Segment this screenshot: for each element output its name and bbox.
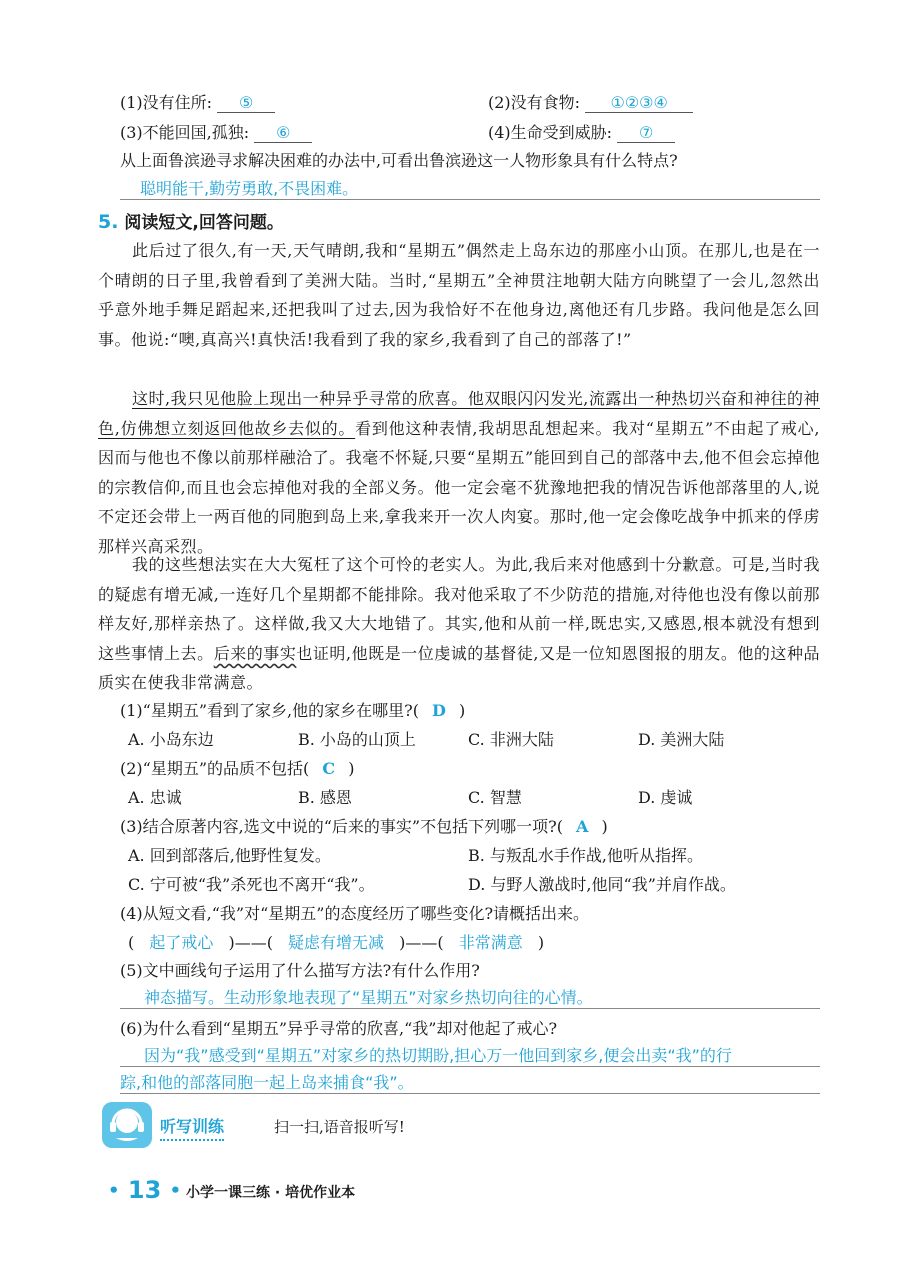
q-1-text: (1)“星期五”看到了家乡,他的家乡在哪里?( bbox=[120, 701, 419, 720]
q4-label: (4)生命受到威胁: bbox=[488, 123, 613, 142]
question-4: (4)从短文看,“我”对“星期五”的态度经历了哪些变化?请概括出来。 bbox=[120, 904, 590, 923]
q2-answer: ①②③④ bbox=[585, 93, 693, 113]
q3-answer: ⑥ bbox=[254, 123, 312, 143]
q2-option-d: D. 虔诚 bbox=[638, 788, 693, 807]
question-5: (5)文中画线句子运用了什么描写方法?有什么作用? bbox=[120, 961, 480, 980]
q1-answer: ⑤ bbox=[217, 93, 275, 113]
q2-label: (2)没有食物: bbox=[488, 93, 581, 112]
top-answer: 聪明能干,勤劳勇敢,不畏困难。 bbox=[120, 176, 820, 200]
q3-option-d: D. 与野人激战时,他同“我”并肩作战。 bbox=[468, 875, 736, 894]
section-title bbox=[98, 208, 284, 233]
listen-title: 听写训练 bbox=[160, 1114, 224, 1141]
question-2 bbox=[120, 756, 354, 779]
passage-p3-text-a: 我的这些想法实在大大冤枉了这个可怜的老实人。为此,我后来对他感到十分歉意。可是,当时我的疑虑有增无减,一连好几个星期都不能排除。我对他采取了不少防范的措施,对待他也没有像以前那样友好,那样亲热了。这样做,我又大大地错了。其实,他和从前一样,既忠实,又感恩,根本就没有想到这些事情上去。 bbox=[98, 555, 820, 663]
q6-answer-line-1: 因为“我”感受到“星期五”对家乡的热切期盼,担心万一他回到家乡,便会出卖“我”的行 bbox=[120, 1043, 820, 1067]
q3-option-c: C. 宁可被“我”杀死也不离开“我”。 bbox=[128, 875, 375, 894]
q6-answer-line-2: 踪,和他的部落同胞一起上岛来捕食“我”。 bbox=[120, 1070, 820, 1094]
question-3 bbox=[120, 814, 608, 837]
q-1-answer: D bbox=[432, 701, 446, 720]
q1-option-b: B. 小岛的山顶上 bbox=[298, 730, 416, 749]
q3-row bbox=[120, 120, 312, 143]
dot-left-icon: • bbox=[108, 1180, 120, 1202]
top-question: 从上面鲁滨逊寻求解决困难的办法中,可看出鲁滨逊这一人物形象具有什么特点? bbox=[120, 151, 678, 170]
passage-paragraph-2 bbox=[98, 384, 820, 562]
question-1 bbox=[120, 698, 465, 721]
passage-paragraph-3 bbox=[98, 550, 820, 698]
q-3-text: (3)结合原著内容,选文中说的“后来的事实”不包括下列哪一项?( bbox=[120, 817, 563, 836]
q4-answer: ⑦ bbox=[617, 123, 675, 143]
listen-subtitle: 扫一扫,语音报听写! bbox=[274, 1118, 405, 1136]
headphone-icon bbox=[102, 1102, 152, 1148]
q2-option-c: C. 智慧 bbox=[468, 788, 522, 807]
q3-label: (3)不能回国,孤独: bbox=[120, 123, 250, 142]
q3-option-b: B. 与叛乱水手作战,他听从指挥。 bbox=[468, 846, 704, 865]
q4-sep-1: )——( bbox=[228, 933, 273, 952]
dot-right-icon: • bbox=[169, 1180, 182, 1202]
underlined-sentence: 这时,我只见他脸上现出一种异乎寻常的欣喜。他双眼闪闪发光,流露出一种热切兴奋和神往的神色,仿佛想立刻返回他故乡去似的。 bbox=[98, 389, 820, 438]
question-6: (6)为什么看到“星期五”异乎寻常的欣喜,“我”却对他起了戒心? bbox=[120, 1019, 558, 1038]
q-2-answer: C bbox=[322, 759, 336, 778]
q4-answer-1: 起了戒心 bbox=[149, 933, 214, 952]
q-2-text: (2)“星期五”的品质不包括( bbox=[120, 759, 310, 778]
q1-option-a: A. 小岛东边 bbox=[128, 730, 214, 749]
q-1-close: ) bbox=[459, 701, 466, 720]
q2-option-b: B. 感恩 bbox=[298, 788, 352, 807]
passage-p1-text: 此后过了很久,有一天,天气晴朗,我和“星期五”偶然走上岛东边的那座小山顶。在那儿,也是在一个晴朗的日子里,我曾看到了美洲大陆。当时,“星期五”全神贯注地朝大陆方向眺望了一会儿,忽然出乎意外地手舞足蹈起来,还把我叫了过去,因为我恰好不在他身边,离他还有几步路。我问他是怎么回事。他说:“噢,真高兴!真快活!我看到了我的家乡,我看到了自己的部落了!” bbox=[98, 241, 820, 349]
book-title: 小学一课三练 · 培优作业本 bbox=[186, 1185, 356, 1201]
q4-sep-2: )——( bbox=[399, 933, 444, 952]
page-number-block bbox=[108, 1176, 181, 1204]
q4-answer-3: 非常满意 bbox=[458, 933, 523, 952]
q4-answer-2: 疑虑有增无减 bbox=[288, 933, 385, 952]
section-title-text: 阅读短文,回答问题。 bbox=[124, 213, 284, 233]
q1-label: (1)没有住所: bbox=[120, 93, 213, 112]
passage-p3-text-b: 也证明,他既是一位虔诚的基督徒,又是一位知恩图报的朋友。他的这种品质实在使我非常满意。 bbox=[98, 643, 820, 693]
passage-paragraph-1 bbox=[98, 236, 820, 354]
q4-close: ) bbox=[537, 933, 545, 952]
page-number: 13 bbox=[127, 1176, 162, 1204]
q-2-close: ) bbox=[348, 759, 355, 778]
q3-option-a: A. 回到部落后,他野性复发。 bbox=[128, 846, 331, 865]
q2-option-a: A. 忠诚 bbox=[128, 788, 182, 807]
q5-answer: 神态描写。生动形象地表现了“星期五”对家乡热切向往的心情。 bbox=[120, 985, 820, 1009]
q4-row bbox=[488, 120, 675, 143]
section-number: 5. bbox=[98, 211, 119, 233]
q-3-close: ) bbox=[601, 817, 608, 836]
q2-row bbox=[488, 90, 693, 113]
q1-option-c: C. 非洲大陆 bbox=[468, 730, 554, 749]
q1-row bbox=[120, 90, 275, 113]
passage-p2-text: 看到他这种表情,我胡思乱想起来。我对“星期五”不由起了戒心,因而与他也不像以前那样融洽了。我毫不怀疑,只要“星期五”能回到自己的部落中去,他不但会忘掉他的宗教信仰,而且也会忘掉他对我的全部义务。他一定会毫不犹豫地把我的情况告诉他部落里的人,说不定还会带上一两百他的同胞到岛上来,拿我来开一次人肉宴。那时,他一定会像吃战争中抓来的俘虏那样兴高采烈。 bbox=[98, 418, 820, 556]
q-3-answer: A bbox=[576, 817, 589, 836]
q1-option-d: D. 美洲大陆 bbox=[638, 730, 725, 749]
q4-open: ( bbox=[128, 933, 135, 952]
wavy-underlined-phrase: 后来的事实 bbox=[213, 643, 297, 663]
q4-answer-row bbox=[128, 930, 544, 953]
